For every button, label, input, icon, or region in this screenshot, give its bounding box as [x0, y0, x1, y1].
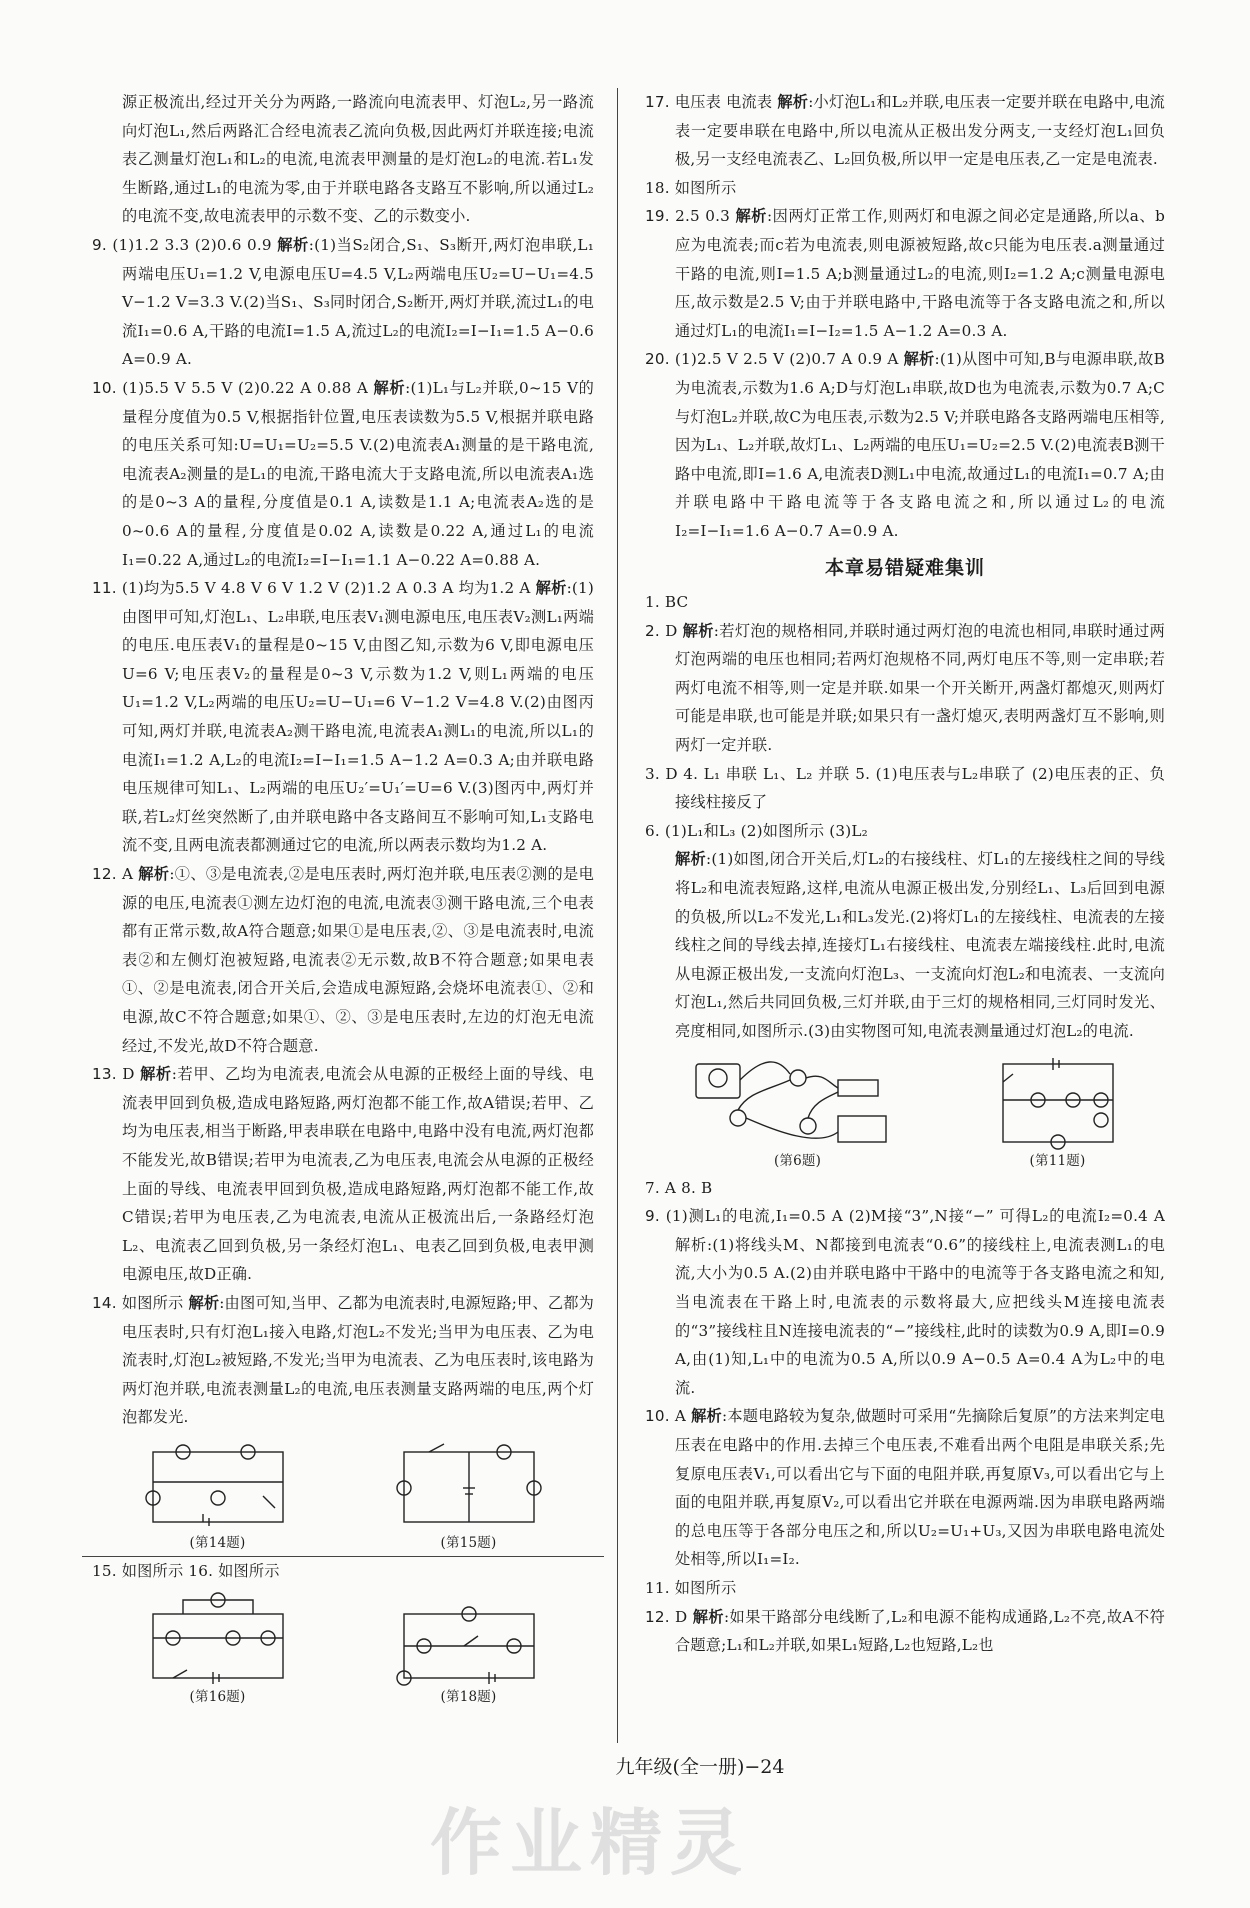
- e11-answer: 11. 如图所示: [645, 1578, 737, 1597]
- q11-item: [92, 574, 594, 860]
- circuit-photo-6: [688, 1052, 908, 1152]
- q13-answer: D: [122, 1065, 141, 1084]
- q14-keyword: 解析: [188, 1293, 220, 1312]
- q12-keyword: 解析: [138, 865, 170, 884]
- q14-item: [92, 1289, 594, 1432]
- figure-18-caption: (第18题): [440, 1688, 497, 1705]
- figure-6-caption: (第6题): [773, 1152, 822, 1169]
- e12-item: [645, 1603, 1165, 1660]
- e12-answer: D: [675, 1607, 693, 1626]
- e2-keyword: 解析: [682, 621, 714, 640]
- q11-answer: (1)均为5.5 V 4.8 V 6 V 1.2 V (2)1.2 A 0.3 A 均为1.2 A: [121, 579, 536, 598]
- e6-answer: 6. (1)L₁和L₃ (2)如图所示 (3)L₂: [645, 821, 868, 840]
- q13-number: 13.: [92, 1065, 117, 1084]
- q17-analysis: :小灯泡L₁和L₂并联,电压表一定要并联在电路中,电流表一定要串联在电路中,所以电流从正极出发分两支,一支经灯泡L₁回负极,另一支经电流表乙、L₂回负极,所以甲一定是电压表,乙一定是电流表.: [675, 93, 1166, 169]
- right-column: [645, 88, 1165, 1660]
- q14-analysis: :由图可知,当甲、乙都为电流表时,电源短路;甲、乙都为电压表时,只有灯泡L₁接入电路,灯泡L₂不发光;当甲为电压表、乙为电流表时,灯泡L₂被短路,不发光;当甲为电流表、乙为电压表时,该电路为两灯泡并联,电流表测量L₂的电流,电压表测量支路两端的电压,两个灯泡都发光.: [122, 1293, 595, 1427]
- e6-analysis: :(1)如图,闭合开关后,灯L₂的右接线柱、灯L₁的左接线柱之间的导线将L₂和电流表短路,这样,电流从电源正极出发,分别经L₁、L₃后回到电源的负极,所以L₂不发光,L₁和L₃发光.(2)将灯L₁的左接线柱、电流表的左接线柱之间的导线去掉,连接灯L₁右接线柱、电流表左端接线柱.此时,电流从电源正极出发,一支流向灯泡L₃、一支流向灯泡L₂和电流表、一支流向灯泡L₁,然后共同回负极,三灯并联,由于三灯的规格相同,三灯同时发光、亮度相同,如图所示.(3)由实物图可知,电流表测量通过灯泡L₂的电流.: [675, 850, 1165, 1040]
- q13-keyword: 解析: [140, 1065, 172, 1084]
- e9-item: [645, 1202, 1165, 1402]
- circuit-diagram-11: [993, 1052, 1123, 1152]
- q17-number: 17.: [645, 93, 670, 111]
- figure-15-caption: (第15题): [440, 1534, 497, 1551]
- e6-analysis-block: [645, 845, 1165, 1045]
- q13-item: [92, 1060, 594, 1289]
- q10-item: [92, 374, 594, 574]
- q9-answer: (1)1.2 3.3 (2)0.6 0.9: [112, 235, 278, 254]
- e10-answer: A: [674, 1407, 692, 1426]
- figure-16: [143, 1592, 293, 1706]
- e10-number: 10.: [645, 1407, 670, 1426]
- q11-number: 11.: [92, 579, 117, 598]
- circuit-diagram-16: [143, 1592, 293, 1688]
- e9-text: (1)测L₁的电流,I₁=0.5 A (2)M接“3”,N接“−” 可得L₂的电流I₂=0.4 A 解析:(1)将线头M、N都接到电流表“0.6”的接线柱上,电流表测L₁的电流,大小为0.5 A.(2)由并联电路中干路中的电流等于各支路电流之和知,当电流表在干路上时,电流表的示数将最大,应把线头M连接电流表的“3”接线柱且N连接电流表的“−”接线柱,此时的读数为0.9 A,即I=0.9 A,由(1)知,L₁中的电流为0.5 A,所以0.9 A−0.5 A=0.4 A为L₂中的电流.: [665, 1207, 1165, 1397]
- q13-analysis: :若甲、乙均为电流表,电流会从电源的正极经上面的导线、电流表甲回到负极,造成电路短路,两灯泡都不能工作,故A错误;若甲、乙均为电压表,相当于断路,甲表串联在电路中,电路中没有电流,两灯泡都不能发光,故B错误;若甲为电流表,乙为电压表,电流会从电源的正极经上面的导线、电流表甲回到负极,造成电路短路,两灯泡都不能工作,故C错误;若甲为电压表,乙为电流表,电流从正极流出后,一条路经灯泡L₂、电流表乙回到负极,另一条经灯泡L₁、电表乙回到负极,电表甲测电源电压,故D正确.: [122, 1065, 594, 1284]
- q19-keyword: 解析: [735, 207, 767, 226]
- q20-item: [645, 345, 1165, 545]
- q10-keyword: 解析: [373, 378, 406, 397]
- e10-keyword: 解析: [691, 1407, 722, 1426]
- q15-16-answers: 15. 如图所示 16. 如图所示: [92, 1561, 280, 1580]
- q9-item: [92, 231, 594, 374]
- e10-item: [645, 1402, 1165, 1574]
- page-footer: [0, 1752, 1250, 1779]
- e9-number: 9.: [645, 1207, 660, 1226]
- q19-item: [645, 202, 1165, 345]
- e2-analysis: :若灯泡的规格相同,并联时通过两灯泡的电流也相同,串联时通过两灯泡两端的电压也相同;若两灯泡规格不同,两灯电压不等,则一定串联;若两灯电流不相等,则一定是并联.如果一个开关断开,两盏灯都熄灭,则两灯可能是串联,也可能是并联;如果只有一盏灯熄灭,表明两盏灯互不影响,则两灯一定并联.: [675, 621, 1165, 755]
- e6-keyword: 解析: [675, 850, 707, 869]
- watermark: 作业精灵: [430, 1801, 751, 1885]
- q12-number: 12.: [92, 865, 117, 884]
- q11-keyword: 解析: [535, 579, 567, 598]
- q12-answer: A: [121, 865, 139, 884]
- e2-answer: D: [665, 621, 683, 640]
- left-column: [92, 88, 594, 1710]
- figures-14-15: [92, 1438, 594, 1552]
- q12-analysis: :①、③是电流表,②是电压表时,两灯泡并联,电压表②测的是电源的电压,电流表①测左边灯泡的电流,电流表③测干路电流,三个电表都有正常示数,故A符合题意;如果①是电压表,②、③是电流表时,电流表②和左侧灯泡被短路,电流表②无示数,故B不符合题意;如果电表①、②是电流表,闭合开关后,会造成电源短路,会烧坏电流表①、②和电源,故C不符合题意;如果①、②、③是电压表时,左边的灯泡无电流经过,不发光,故D不符合题意.: [122, 865, 594, 1055]
- q20-keyword: 解析: [903, 350, 935, 369]
- figures-16-18: [92, 1592, 594, 1706]
- section-title: 本章易错疑难集训: [824, 556, 985, 579]
- q12-item: [92, 860, 594, 1060]
- circuit-diagram-18: [394, 1592, 544, 1688]
- figure-14: [143, 1438, 293, 1552]
- figure-14-caption: (第14题): [189, 1534, 246, 1551]
- q19-number: 19.: [645, 207, 670, 226]
- q9-number: 9.: [92, 235, 107, 254]
- circuit-diagram-14: [143, 1438, 293, 1534]
- e2-number: 2.: [645, 621, 660, 640]
- q14-number: 14.: [92, 1293, 117, 1312]
- e1-answer: 1. BC: [645, 593, 689, 612]
- e12-keyword: 解析: [692, 1607, 724, 1626]
- q17-keyword: 解析: [777, 93, 809, 111]
- q9-analysis: :(1)当S₂闭合,S₁、S₃断开,两灯泡串联,L₁两端电压U₁=1.2 V,电源电压U=4.5 V,L₂两端电压U₂=U−U₁=4.5 V−1.2 V=3.3 V.(2)当S₁、S₃同时闭合,S₂断开,两灯并联,流过L₁的电流I₁=0.6 A,干路的电流I=1.5 A,流过L₂的电流I₂=I−I₁=1.5 A−0.6 A=0.9 A.: [122, 235, 595, 369]
- figure-15: [394, 1438, 544, 1552]
- figure-11-caption: (第11题): [1029, 1152, 1086, 1169]
- q19-answer: 2.5 0.3: [675, 207, 736, 226]
- e2-item: [645, 617, 1165, 760]
- e10-analysis: :本题电路较为复杂,做题时可采用“先摘除后复原”的方法来判定电压表在电路中的作用.去掉三个电压表,不难看出两个电阻是串联关系;先复原电压表V₁,可以看出它与下面的电阻并联,再复原V₃,可以看出它与上面的电阻并联,再复原V₂,可以看出它并联在电源两端.因为串联电路两端的总电压等于各部分电压之和,所以U₂=U₁+U₃,又因为串联电路电流处处相等,所以I₁=I₂.: [675, 1407, 1166, 1569]
- q20-number: 20.: [645, 350, 670, 369]
- q10-number: 10.: [92, 378, 117, 397]
- figure-16-caption: (第16题): [189, 1688, 246, 1705]
- e12-number: 12.: [645, 1607, 670, 1626]
- q17-answer: 电压表 电流表: [674, 93, 778, 111]
- q14-answer: 如图所示: [121, 1293, 189, 1312]
- e3-5-answers: 3. D 4. L₁ 串联 L₁、L₂ 并联 5. (1)电压表与L₂串联了 (2)电压表的正、负接线柱接反了: [645, 764, 1165, 812]
- column-divider: [617, 88, 618, 1743]
- q8-continued-text: 源正极流出,经过开关分为两路,一路流向电流表甲、灯泡L₂,另一路流向灯泡L₁,然后两路汇合经电流表乙流向负极,因此两灯并联连接;电流表乙测量灯泡L₁和L₂的电流,电流表甲测量的是灯泡L₂的电流.若L₁发生断路,通过L₁的电流为零,由于并联电路各支路互不影响,所以通过L₂的电流不变,故电流表甲的示数不变、乙的示数变小.: [122, 93, 594, 226]
- q11-analysis: :(1)由图甲可知,灯泡L₁、L₂串联,电压表V₁测电源电压,电压表V₂测L₁两端的电压.电压表V₁的量程是0~15 V,由图乙知,示数为6 V,即电源电压U=6 V;电压表V₂的量程是0~3 V,示数为1.2 V,则L₁两端的电压U₁=1.2 V,L₂两端的电压U₂=U−U₁=6 V−1.2 V=4.8 V.(2)由图丙可知,两灯并联,电流表A₂测干路电流,电流表A₁测L₁的电流,所以L₁的电流I₁=1.2 A,L₂的电流I₂=I−I₁=1.5 A−1.2 A=0.3 A;由并联电路电压规律可知L₁、L₂两端的电压U₂′=U₁′=U=6 V.(3)图丙中,两灯并联,若L₂灯丝突然断了,由并联电路中各支路间互不影响可知,L₁支路电流不变,且两电流表都测通过它的电流,所以两表示数均为1.2 A.: [122, 579, 594, 855]
- q20-answer: (1)2.5 V 2.5 V (2)0.7 A 0.9 A: [674, 350, 904, 369]
- e7-8-answers: 7. A 8. B: [645, 1178, 713, 1197]
- q10-analysis: :(1)L₁与L₂并联,0~15 V的量程分度值为0.5 V,根据指针位置,电压表读数为5.5 V,根据并联电路的电压关系可知:U=U₁=U₂=5.5 V.(2)电流表A₁测量的是干路电流,电流表A₂测量的是L₁的电流,干路电流大于支路电流,所以电流表A₁选的是0~3 A的量程,分度值是0.1 A,读数是1.1 A;电流表A₂选的是0~0.6 A的量程,分度值是0.02 A,读数是0.22 A,通过L₁的电流I₁=0.22 A,通过L₂的电流I₂=I−I₁=1.1 A−0.22 A=0.88 A.: [122, 378, 595, 569]
- figure-18: [394, 1592, 544, 1706]
- circuit-diagram-15: [394, 1438, 544, 1534]
- q18-answer: 18. 如图所示: [645, 178, 737, 197]
- figure-6: [688, 1052, 908, 1170]
- q10-answer: (1)5.5 V 5.5 V (2)0.22 A 0.88 A: [122, 378, 374, 397]
- q20-analysis: :(1)从图中可知,B与电源串联,故B为电流表,示数为1.6 A;D与灯泡L₁串联,故D也为电流表,示数为0.7 A;C与灯泡L₂并联,故C为电压表,示数为2.5 V;并联电路各支路两端电压相等,因为L₁、L₂并联,故灯L₁、L₂两端的电压U₁=U₂=2.5 V.(2)电流表B测干路中电流,即I=1.6 A,电流表D测L₁中电流,故通过L₁的电流I₁=0.7 A;由并联电路中干路电流等于各支路电流之和,所以通过L₂的电流I₂=I−I₁=1.6 A−0.7 A=0.9 A.: [675, 350, 1165, 540]
- figure-11: [993, 1052, 1123, 1170]
- q9-keyword: 解析: [277, 235, 309, 254]
- q19-analysis: :因两灯正常工作,则两灯和电源之间必定是通路,所以a、b应为电流表;而c若为电流表,则电源被短路,故c只能为电压表.a测量通过干路的电流,则I=1.5 A;b测量通过L₂的电流,则I₂=1.2 A;c测量电源电压,故示数是2.5 V;由于并联电路中,干路电流等于各支路电流之和,所以通过灯L₁的电流I₁=I−I₂=1.5 A−1.2 A=0.3 A.: [675, 207, 1166, 340]
- q17-item: [645, 88, 1165, 174]
- figures-6-11: [645, 1052, 1165, 1170]
- page-number: 九年级(全一册)−24: [615, 1756, 785, 1778]
- e12-analysis: :如果干路部分电线断了,L₂和电源不能构成通路,L₂不亮,故A不符合题意;L₁和L₂并联,如果L₁短路,L₂也短路,L₂也: [675, 1607, 1165, 1655]
